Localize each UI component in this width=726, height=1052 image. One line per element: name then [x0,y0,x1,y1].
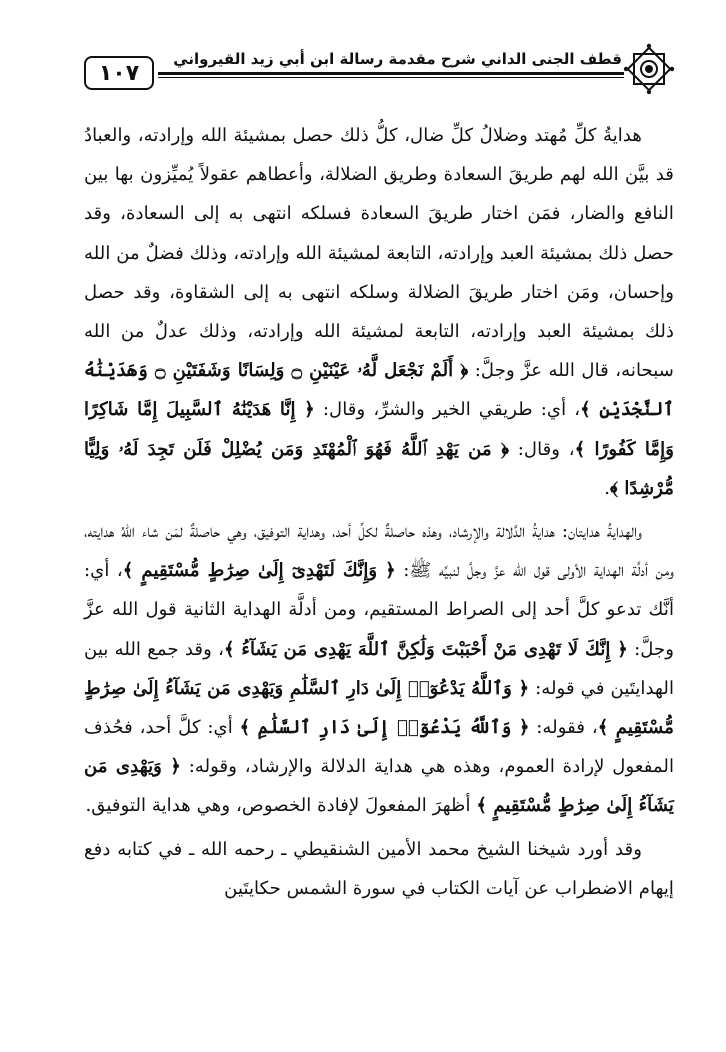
text-run: . [604,477,610,499]
header-rule-thin [158,77,624,78]
quran-verse: ﴿ وَٱللَّهُ يَدْعُوٓا۟ إِلَىٰ دَارِ ٱلسَّلَٰمِ وَيَهْدِى مَن يَشَآءُ إِلَىٰ صِرَٰطٍ مُّسْتَقِيمٍ ﴾ [84,677,674,739]
paragraph [84,512,674,826]
text-run: والهدايةُ هدايتان: هدايةُ الدَّلالة والإرشاد، وهذه حاصلةٌ لكلِّ أحد، وهداية التوفيق، وهي حاصلةٌ لمَن شاء اللهُ هدايته، ومن أدلَّة الهداية الأولى قول الله عزَّ وجلَّ لنبيِّه ﷺ: [84,521,674,582]
quran-verse: ﴿ أَلَمْ نَجْعَل لَّهُۥ عَيْنَيْنِ ۝ وَلِسَانًا وَشَفَتَيْنِ ۝ وَهَدَيْنَٰهُ ٱلنَّجْدَيْنِ ﴾ [84,360,675,421]
paragraph [84,116,674,508]
paragraph [84,830,674,908]
header-rule [158,72,624,75]
eight-point-star-ornament-icon [622,42,676,96]
text-run: ، أي: أنَّك تدعو كلَّ أحد إلى الصراط المستقيم، ومن أدلَّة الهداية الثانية قول الله عزَّ وجلَّ: [84,560,675,660]
quran-verse: ﴿ إِنَّا هَدَيْنَٰهُ ٱلسَّبِيلَ إِمَّا شَاكِرًا وَإِمَّا كَفُورًا ﴾ [84,399,675,460]
main-text [84,116,674,908]
running-title: قطف الجنى الداني شرح مقدمة رسالة ابن أبي زيد القيرواني [173,50,622,68]
quran-verse: ﴿ مَن يَهْدِ ٱللَّهُ فَهُوَ ٱلْمُهْتَدِ وَمَن يُضْلِلْ فَلَن تَجِدَ لَهُۥ وَلِيًّا مُّرْشِدًا ﴾ [84,438,674,499]
page-number: ١٠٧ [84,56,154,90]
text-run: هدايةُ كلِّ مُهتد وضلالُ كلِّ ضال، كلُّ ذلك حصل بمشيئة الله وإرادته، والعبادُ قد بيَّن الله لهم طريقَ السعادة وطريق الضلالة، وأعطاهم عقولاً يُميِّزون بها بين النافع والضار، فمَن اختار طريقَ السعادة فسلكه انتهى به إلى السعادة، وقد حصل ذلك بمشيئة العبد وإرادته، التابعة لمشيئة الله وإرادته، وذلك فضلٌ من الله وإحسان، ومَن اختار طريقَ الضلالة وسلكه انتهى به إلى الشقاوة، وقد حصل ذلك بمشيئة العبد وإرادته، التابعة لمشيئة الله وإرادته، وذلك عدلٌ من الله سبحانه، قال الله عزَّ وجلَّ: [84,125,674,382]
text-run: ، أي: طريقي الخير والشرِّ، وقال: [314,399,581,421]
quran-verse: ﴿ إِنَّكَ لَا تَهْدِى مَنْ أَحْبَبْتَ وَلَٰكِنَّ ٱللَّهَ يَهْدِى مَن يَشَآءُ ﴾ [223,638,628,660]
text-run: ، وقد جمع الله بين الهدايتَين في قوله: [84,638,675,699]
quran-verse: ﴿ وَإِنَّكَ لَتَهْدِىٓ إِلَىٰ صِرَٰطٍ مُّسْتَقِيمٍ ﴾ [122,560,396,582]
quran-verse: ﴿ وَيَهْدِى مَن يَشَآءُ إِلَىٰ صِرَٰطٍ مُّسْتَقِيمٍ ﴾ [84,756,674,817]
text-run: وقد أورد شيخنا الشيخ محمد الأمين الشنقيطي ـ رحمه الله ـ في كتابه دفع إيهام الاضطراب عن آيات الكتاب في سورة الشمس حكايتَين [84,838,674,899]
text-run: ، وقال: [509,438,575,460]
text-run: أظهرَ المفعولَ لإفادة الخصوص، وهي هداية التوفيق. [85,795,477,817]
page-header [0,0,726,100]
quran-verse: ﴿ وَٱللَّهُ يَدْعُوٓا۟ إِلَىٰ دَارِ ٱلسَّلَٰمِ ﴾ [239,717,530,739]
text-run: ، فقوله: [529,717,598,739]
text-run: أي: كلَّ أحد، فحُذف المفعول لإرادة العموم، وهذه هي هداية الدلالة والإرشاد، وقوله: [84,717,675,778]
